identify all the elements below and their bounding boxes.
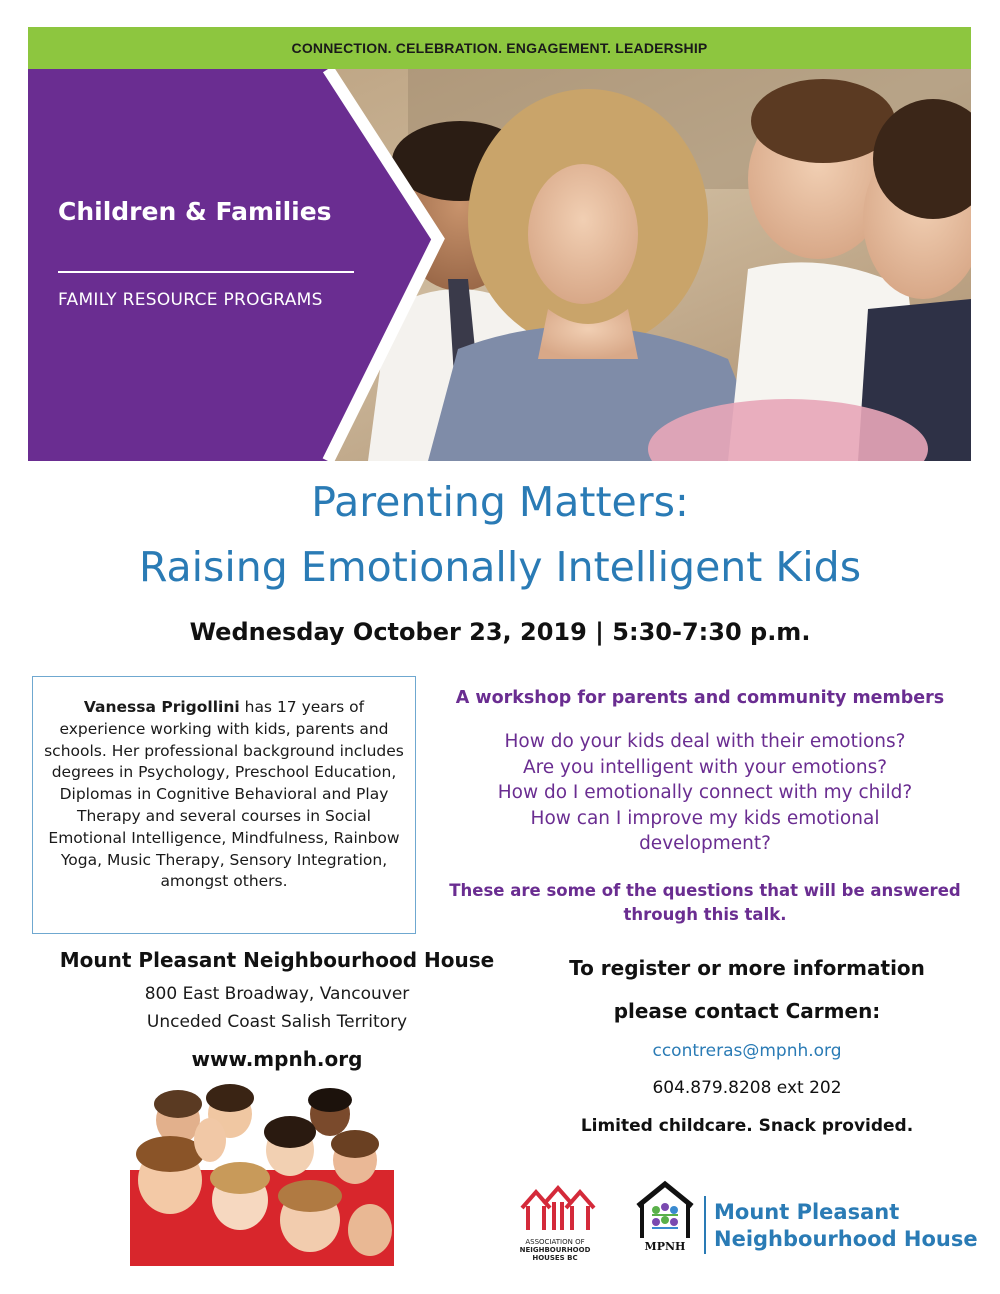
mpnh-logo-divider [704, 1196, 706, 1254]
register-line2: please contact Carmen: [613, 999, 881, 1023]
mpnh-logo-name [714, 1199, 978, 1253]
event-title-line1: Parenting Matters: [311, 478, 689, 526]
event-title-line2: Raising Emotionally Intelligent Kids [138, 543, 862, 591]
hero-title: Children & Families [58, 197, 332, 226]
venue-territory: Unceded Coast Salish Territory [146, 1012, 408, 1032]
question-item: How do I emotionally connect with my child? [497, 782, 913, 804]
hero-subtitle: FAMILY RESOURCE PROGRAMS [58, 290, 323, 310]
workshop-heading: A workshop for parents and community members [455, 688, 945, 708]
mpnh-abbr: MPNH [644, 1240, 686, 1253]
answered-line: through this talk. [623, 904, 787, 924]
speaker-name: Vanessa Prigollini [83, 698, 240, 716]
anh-text-line: ASSOCIATION OF [525, 1238, 585, 1246]
mpnh-name-line: Mount Pleasant [714, 1200, 900, 1224]
question-item: How can I improve my kids emotional [530, 807, 880, 829]
childcare-note: Limited childcare. Snack provided. [580, 1116, 914, 1136]
venue-name: Mount Pleasant Neighbourhood House [59, 948, 495, 972]
hero-children-photo [28, 69, 971, 461]
event-date: Wednesday October 23, 2019 | 5:30-7:30 p.m. [189, 618, 811, 646]
tagline-text: CONNECTION. CELEBRATION. ENGAGEMENT. LEADERSHIP [291, 40, 708, 56]
anh-text-line: HOUSES BC [532, 1254, 578, 1262]
questions-answered-note [425, 879, 985, 926]
workshop-questions [440, 729, 970, 857]
contact-phone: 604.879.8208 ext 202 [652, 1078, 842, 1098]
tagline-bar [28, 27, 971, 69]
question-item: Are you intelligent with your emotions? [522, 756, 888, 778]
question-item: How do your kids deal with their emotions? [504, 731, 906, 752]
answered-line: These are some of the questions that will be answered [449, 881, 961, 900]
speaker-bio-text: has 17 years of experience working with kids, parents and schools. Her professional background includes degrees in Psychology, Preschool Education, Diplomas in Cognitive Behavioral and Play Therapy and several courses in Social Emotional Intelligence, Mindfulness, Rainbow Yoga, Music Therapy, Sensory Integration, amongst others. [44, 698, 404, 891]
speaker-bio-box [32, 676, 416, 934]
register-line1: To register or more information [569, 956, 925, 980]
anh-logo-text [500, 1238, 610, 1262]
mpnh-name-line: Neighbourhood House [714, 1227, 978, 1251]
contact-email-link[interactable]: ccontreras@mpnh.org [652, 1041, 842, 1061]
mpnh-house-icon [634, 1180, 696, 1254]
question-item: development? [639, 833, 771, 855]
venue-address: 800 East Broadway, Vancouver [144, 984, 410, 1004]
hero-divider [58, 271, 354, 273]
kids-group-photo [130, 1080, 394, 1266]
website-link[interactable]: www.mpnh.org [191, 1047, 363, 1071]
hero-banner [28, 69, 971, 461]
anh-text-line: NEIGHBOURHOOD [519, 1246, 591, 1254]
